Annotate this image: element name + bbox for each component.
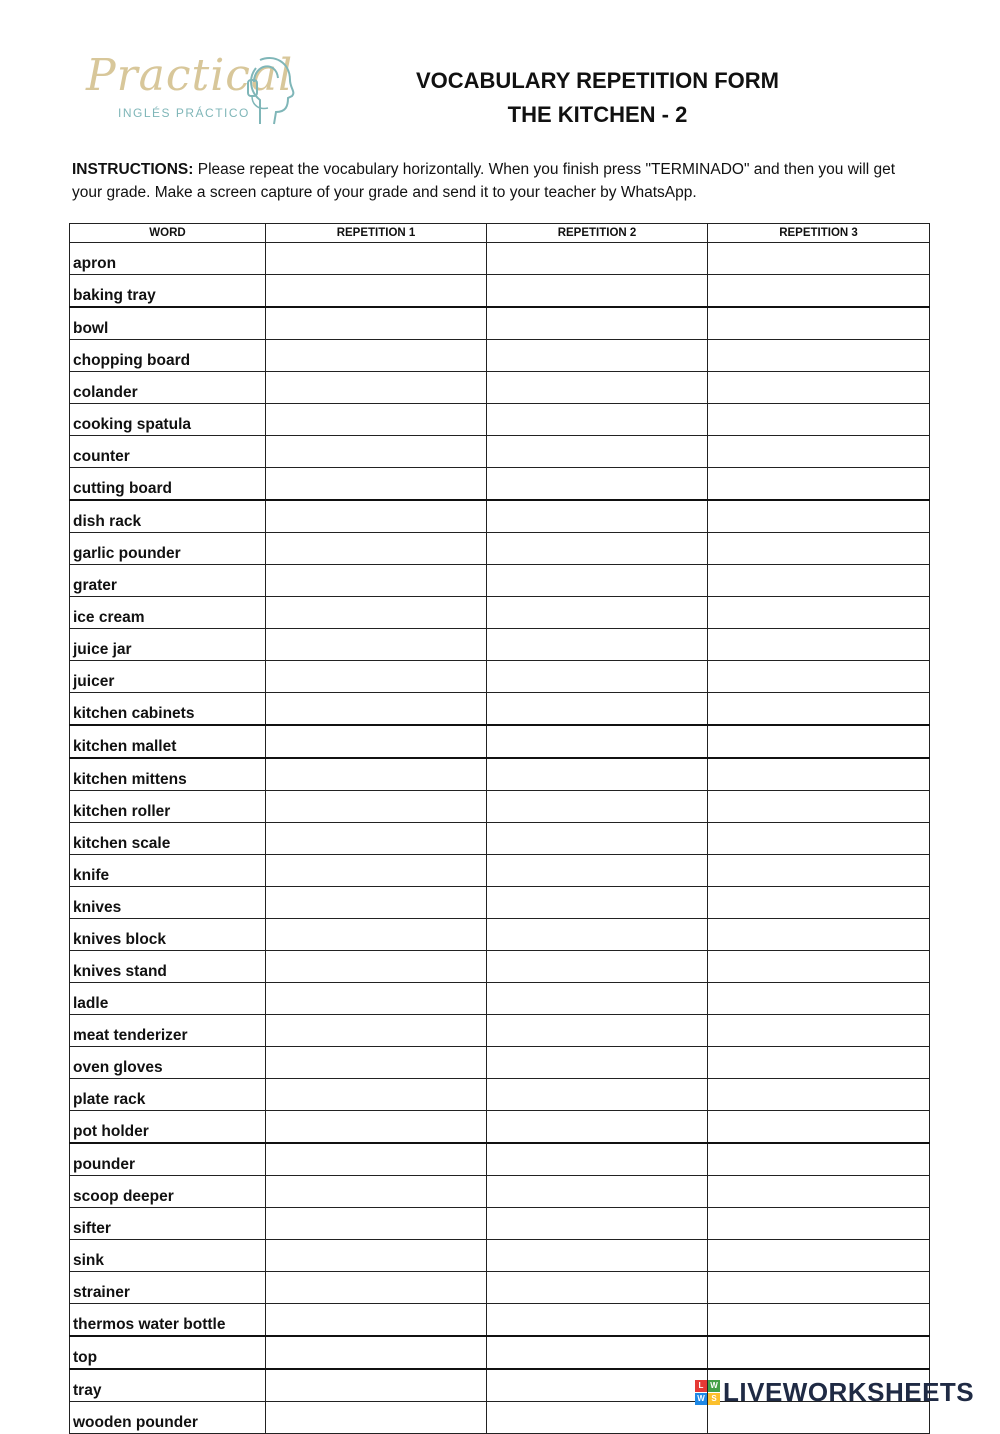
repetition-2-input[interactable]	[487, 1369, 708, 1402]
word-cell: pot holder	[70, 1111, 266, 1144]
word-cell: meat tenderizer	[70, 1015, 266, 1047]
repetition-1-input[interactable]	[266, 791, 487, 823]
repetition-3-input[interactable]	[708, 372, 930, 404]
table-row	[70, 404, 930, 436]
word-cell: wooden pounder	[70, 1402, 266, 1434]
word-cell: sink	[70, 1240, 266, 1272]
table-row	[70, 275, 930, 308]
repetition-3-input[interactable]	[708, 661, 930, 693]
repetition-1-input[interactable]	[266, 468, 487, 501]
word-cell: pounder	[70, 1143, 266, 1176]
table-row	[70, 436, 930, 468]
repetition-1-input[interactable]	[266, 693, 487, 726]
vocabulary-table	[69, 223, 930, 1434]
repetition-3-input[interactable]	[708, 1176, 930, 1208]
word-cell: apron	[70, 243, 266, 275]
table-row	[70, 500, 930, 533]
repetition-2-input[interactable]	[487, 243, 708, 275]
word-cell: oven gloves	[70, 1047, 266, 1079]
badge-tile: L	[695, 1380, 707, 1392]
repetition-1-input[interactable]	[266, 951, 487, 983]
word-cell: cooking spatula	[70, 404, 266, 436]
repetition-1-input[interactable]	[266, 1176, 487, 1208]
repetition-1-input[interactable]	[266, 1240, 487, 1272]
repetition-3-input[interactable]	[708, 1111, 930, 1144]
table-row	[70, 1240, 930, 1272]
repetition-3-input[interactable]	[708, 951, 930, 983]
repetition-3-input[interactable]	[708, 1336, 930, 1369]
repetition-2-input[interactable]	[487, 275, 708, 308]
repetition-1-input[interactable]	[266, 758, 487, 791]
repetition-3-input[interactable]	[708, 919, 930, 951]
word-cell: thermos water bottle	[70, 1304, 266, 1337]
repetition-2-input[interactable]	[487, 1079, 708, 1111]
word-cell: kitchen cabinets	[70, 693, 266, 726]
repetition-3-input[interactable]	[708, 791, 930, 823]
table-body	[70, 243, 930, 1434]
table-row	[70, 1143, 930, 1176]
repetition-3-input[interactable]	[708, 1304, 930, 1337]
table-row	[70, 372, 930, 404]
repetition-2-input[interactable]	[487, 1240, 708, 1272]
repetition-1-input[interactable]	[266, 1402, 487, 1434]
repetition-2-input[interactable]	[487, 758, 708, 791]
table-row	[70, 983, 930, 1015]
column-header-repetition-1: REPETITION 1	[266, 224, 487, 243]
table-row	[70, 1015, 930, 1047]
word-cell: bowl	[70, 307, 266, 340]
word-cell: cutting board	[70, 468, 266, 501]
repetition-1-input[interactable]	[266, 1111, 487, 1144]
badge-tile: W	[695, 1393, 707, 1405]
repetition-3-input[interactable]	[708, 823, 930, 855]
repetition-2-input[interactable]	[487, 533, 708, 565]
repetition-2-input[interactable]	[487, 1047, 708, 1079]
word-cell: knives stand	[70, 951, 266, 983]
repetition-1-input[interactable]	[266, 919, 487, 951]
repetition-3-input[interactable]	[708, 597, 930, 629]
repetition-1-input[interactable]	[266, 275, 487, 308]
practical-logo	[80, 48, 300, 128]
table-row	[70, 758, 930, 791]
word-cell: sifter	[70, 1208, 266, 1240]
repetition-3-input[interactable]	[708, 1272, 930, 1304]
word-cell: knives	[70, 887, 266, 919]
repetition-2-input[interactable]	[487, 1176, 708, 1208]
column-header-word: WORD	[70, 224, 266, 243]
table-row	[70, 823, 930, 855]
word-cell: knives block	[70, 919, 266, 951]
table-row	[70, 243, 930, 275]
page-title	[400, 64, 795, 132]
repetition-1-input[interactable]	[266, 1272, 487, 1304]
table-row	[70, 887, 930, 919]
instructions-text: Please repeat the vocabulary horizontally. When you finish press "TERMINADO" and then you will get your grade. Make a screen capture of your grade and send it to your teacher by WhatsApp.	[72, 161, 896, 201]
table-row	[70, 951, 930, 983]
repetition-2-input[interactable]	[487, 693, 708, 726]
repetition-2-input[interactable]	[487, 951, 708, 983]
word-cell: ladle	[70, 983, 266, 1015]
badge-tile: S	[708, 1393, 720, 1405]
table-row	[70, 565, 930, 597]
repetition-3-input[interactable]	[708, 1240, 930, 1272]
repetition-1-input[interactable]	[266, 436, 487, 468]
table-row	[70, 1047, 930, 1079]
repetition-1-input[interactable]	[266, 855, 487, 887]
repetition-2-input[interactable]	[487, 1015, 708, 1047]
repetition-2-input[interactable]	[487, 1336, 708, 1369]
table-row	[70, 919, 930, 951]
table-row	[70, 693, 930, 726]
word-cell: juice jar	[70, 629, 266, 661]
repetition-1-input[interactable]	[266, 1015, 487, 1047]
repetition-2-input[interactable]	[487, 1304, 708, 1337]
repetition-3-input[interactable]	[708, 887, 930, 919]
repetition-1-input[interactable]	[266, 1369, 487, 1402]
word-cell: juicer	[70, 661, 266, 693]
repetition-3-input[interactable]	[708, 243, 930, 275]
word-cell: strainer	[70, 1272, 266, 1304]
repetition-1-input[interactable]	[266, 1047, 487, 1079]
repetition-1-input[interactable]	[266, 404, 487, 436]
repetition-1-input[interactable]	[266, 1304, 487, 1337]
word-cell: kitchen roller	[70, 791, 266, 823]
table-row	[70, 1111, 930, 1144]
repetition-3-input[interactable]	[708, 500, 930, 533]
word-cell: garlic pounder	[70, 533, 266, 565]
repetition-1-input[interactable]	[266, 823, 487, 855]
repetition-1-input[interactable]	[266, 372, 487, 404]
liveworksheets-logo-icon	[695, 1380, 720, 1405]
repetition-3-input[interactable]	[708, 275, 930, 308]
repetition-2-input[interactable]	[487, 887, 708, 919]
word-cell: colander	[70, 372, 266, 404]
repetition-1-input[interactable]	[266, 887, 487, 919]
repetition-3-input[interactable]	[708, 565, 930, 597]
word-cell: kitchen mallet	[70, 725, 266, 758]
repetition-2-input[interactable]	[487, 307, 708, 340]
repetition-3-input[interactable]	[708, 758, 930, 791]
word-cell: baking tray	[70, 275, 266, 308]
word-cell: counter	[70, 436, 266, 468]
word-cell: ice cream	[70, 597, 266, 629]
brand-name: LIVEWORKSHEETS	[723, 1377, 975, 1407]
repetition-2-input[interactable]	[487, 404, 708, 436]
repetition-3-input[interactable]	[708, 725, 930, 758]
repetition-3-input[interactable]	[708, 1143, 930, 1176]
repetition-2-input[interactable]	[487, 919, 708, 951]
repetition-2-input[interactable]	[487, 468, 708, 501]
repetition-2-input[interactable]	[487, 791, 708, 823]
repetition-3-input[interactable]	[708, 404, 930, 436]
repetition-2-input[interactable]	[487, 661, 708, 693]
repetition-2-input[interactable]	[487, 597, 708, 629]
table-row	[70, 340, 930, 372]
repetition-1-input[interactable]	[266, 565, 487, 597]
repetition-1-input[interactable]	[266, 307, 487, 340]
table-row	[70, 1336, 930, 1369]
repetition-2-input[interactable]	[487, 629, 708, 661]
repetition-3-input[interactable]	[708, 1079, 930, 1111]
table-row	[70, 661, 930, 693]
repetition-1-input[interactable]	[266, 340, 487, 372]
table-row	[70, 855, 930, 887]
word-cell: knife	[70, 855, 266, 887]
repetition-3-input[interactable]	[708, 1047, 930, 1079]
repetition-1-input[interactable]	[266, 533, 487, 565]
word-cell: scoop deeper	[70, 1176, 266, 1208]
table-row	[70, 725, 930, 758]
repetition-3-input[interactable]	[708, 629, 930, 661]
repetition-2-input[interactable]	[487, 1272, 708, 1304]
repetition-1-input[interactable]	[266, 597, 487, 629]
table-row	[70, 1079, 930, 1111]
word-cell: kitchen mittens	[70, 758, 266, 791]
liveworksheets-footer	[695, 1377, 974, 1408]
repetition-1-input[interactable]	[266, 1079, 487, 1111]
repetition-1-input[interactable]	[266, 629, 487, 661]
word-cell: kitchen scale	[70, 823, 266, 855]
repetition-2-input[interactable]	[487, 1402, 708, 1434]
headset-head-icon	[230, 48, 300, 128]
repetition-2-input[interactable]	[487, 823, 708, 855]
repetition-2-input[interactable]	[487, 436, 708, 468]
repetition-2-input[interactable]	[487, 855, 708, 887]
column-header-repetition-3: REPETITION 3	[708, 224, 930, 243]
title-line-1: VOCABULARY REPETITION FORM	[415, 68, 779, 93]
repetition-2-input[interactable]	[487, 725, 708, 758]
table-row	[70, 1208, 930, 1240]
repetition-3-input[interactable]	[708, 468, 930, 501]
repetition-1-input[interactable]	[266, 243, 487, 275]
table-row	[70, 468, 930, 501]
repetition-1-input[interactable]	[266, 1336, 487, 1369]
badge-tile: W	[708, 1380, 720, 1392]
repetition-1-input[interactable]	[266, 983, 487, 1015]
repetition-1-input[interactable]	[266, 1208, 487, 1240]
logo-script-text: Practical	[86, 50, 294, 101]
table-row	[70, 791, 930, 823]
repetition-3-input[interactable]	[708, 693, 930, 726]
repetition-3-input[interactable]	[708, 1015, 930, 1047]
repetition-1-input[interactable]	[266, 661, 487, 693]
repetition-1-input[interactable]	[266, 1143, 487, 1176]
table-row	[70, 533, 930, 565]
table-row	[70, 1176, 930, 1208]
title-line-2: THE KITCHEN - 2	[507, 102, 688, 127]
repetition-1-input[interactable]	[266, 725, 487, 758]
repetition-2-input[interactable]	[487, 1143, 708, 1176]
repetition-2-input[interactable]	[487, 1208, 708, 1240]
table-row	[70, 1272, 930, 1304]
table-header-row	[70, 224, 930, 243]
repetition-3-input[interactable]	[708, 436, 930, 468]
repetition-3-input[interactable]	[708, 533, 930, 565]
word-cell: chopping board	[70, 340, 266, 372]
table-row	[70, 597, 930, 629]
repetition-2-input[interactable]	[487, 983, 708, 1015]
repetition-3-input[interactable]	[708, 340, 930, 372]
repetition-2-input[interactable]	[487, 565, 708, 597]
repetition-3-input[interactable]	[708, 983, 930, 1015]
table-row	[70, 1304, 930, 1337]
repetition-2-input[interactable]	[487, 340, 708, 372]
repetition-2-input[interactable]	[487, 372, 708, 404]
repetition-2-input[interactable]	[487, 500, 708, 533]
word-cell: dish rack	[70, 500, 266, 533]
word-cell: plate rack	[70, 1079, 266, 1111]
repetition-3-input[interactable]	[708, 307, 930, 340]
table-row	[70, 307, 930, 340]
word-cell: tray	[70, 1369, 266, 1402]
repetition-1-input[interactable]	[266, 500, 487, 533]
repetition-3-input[interactable]	[708, 855, 930, 887]
instructions-label: INSTRUCTIONS:	[72, 161, 194, 178]
repetition-2-input[interactable]	[487, 1111, 708, 1144]
instructions	[72, 158, 922, 204]
logo-subtitle: INGLÉS PRÁCTICO	[118, 106, 250, 120]
column-header-repetition-2: REPETITION 2	[487, 224, 708, 243]
word-cell: grater	[70, 565, 266, 597]
word-cell: top	[70, 1336, 266, 1369]
table-row	[70, 629, 930, 661]
repetition-3-input[interactable]	[708, 1208, 930, 1240]
